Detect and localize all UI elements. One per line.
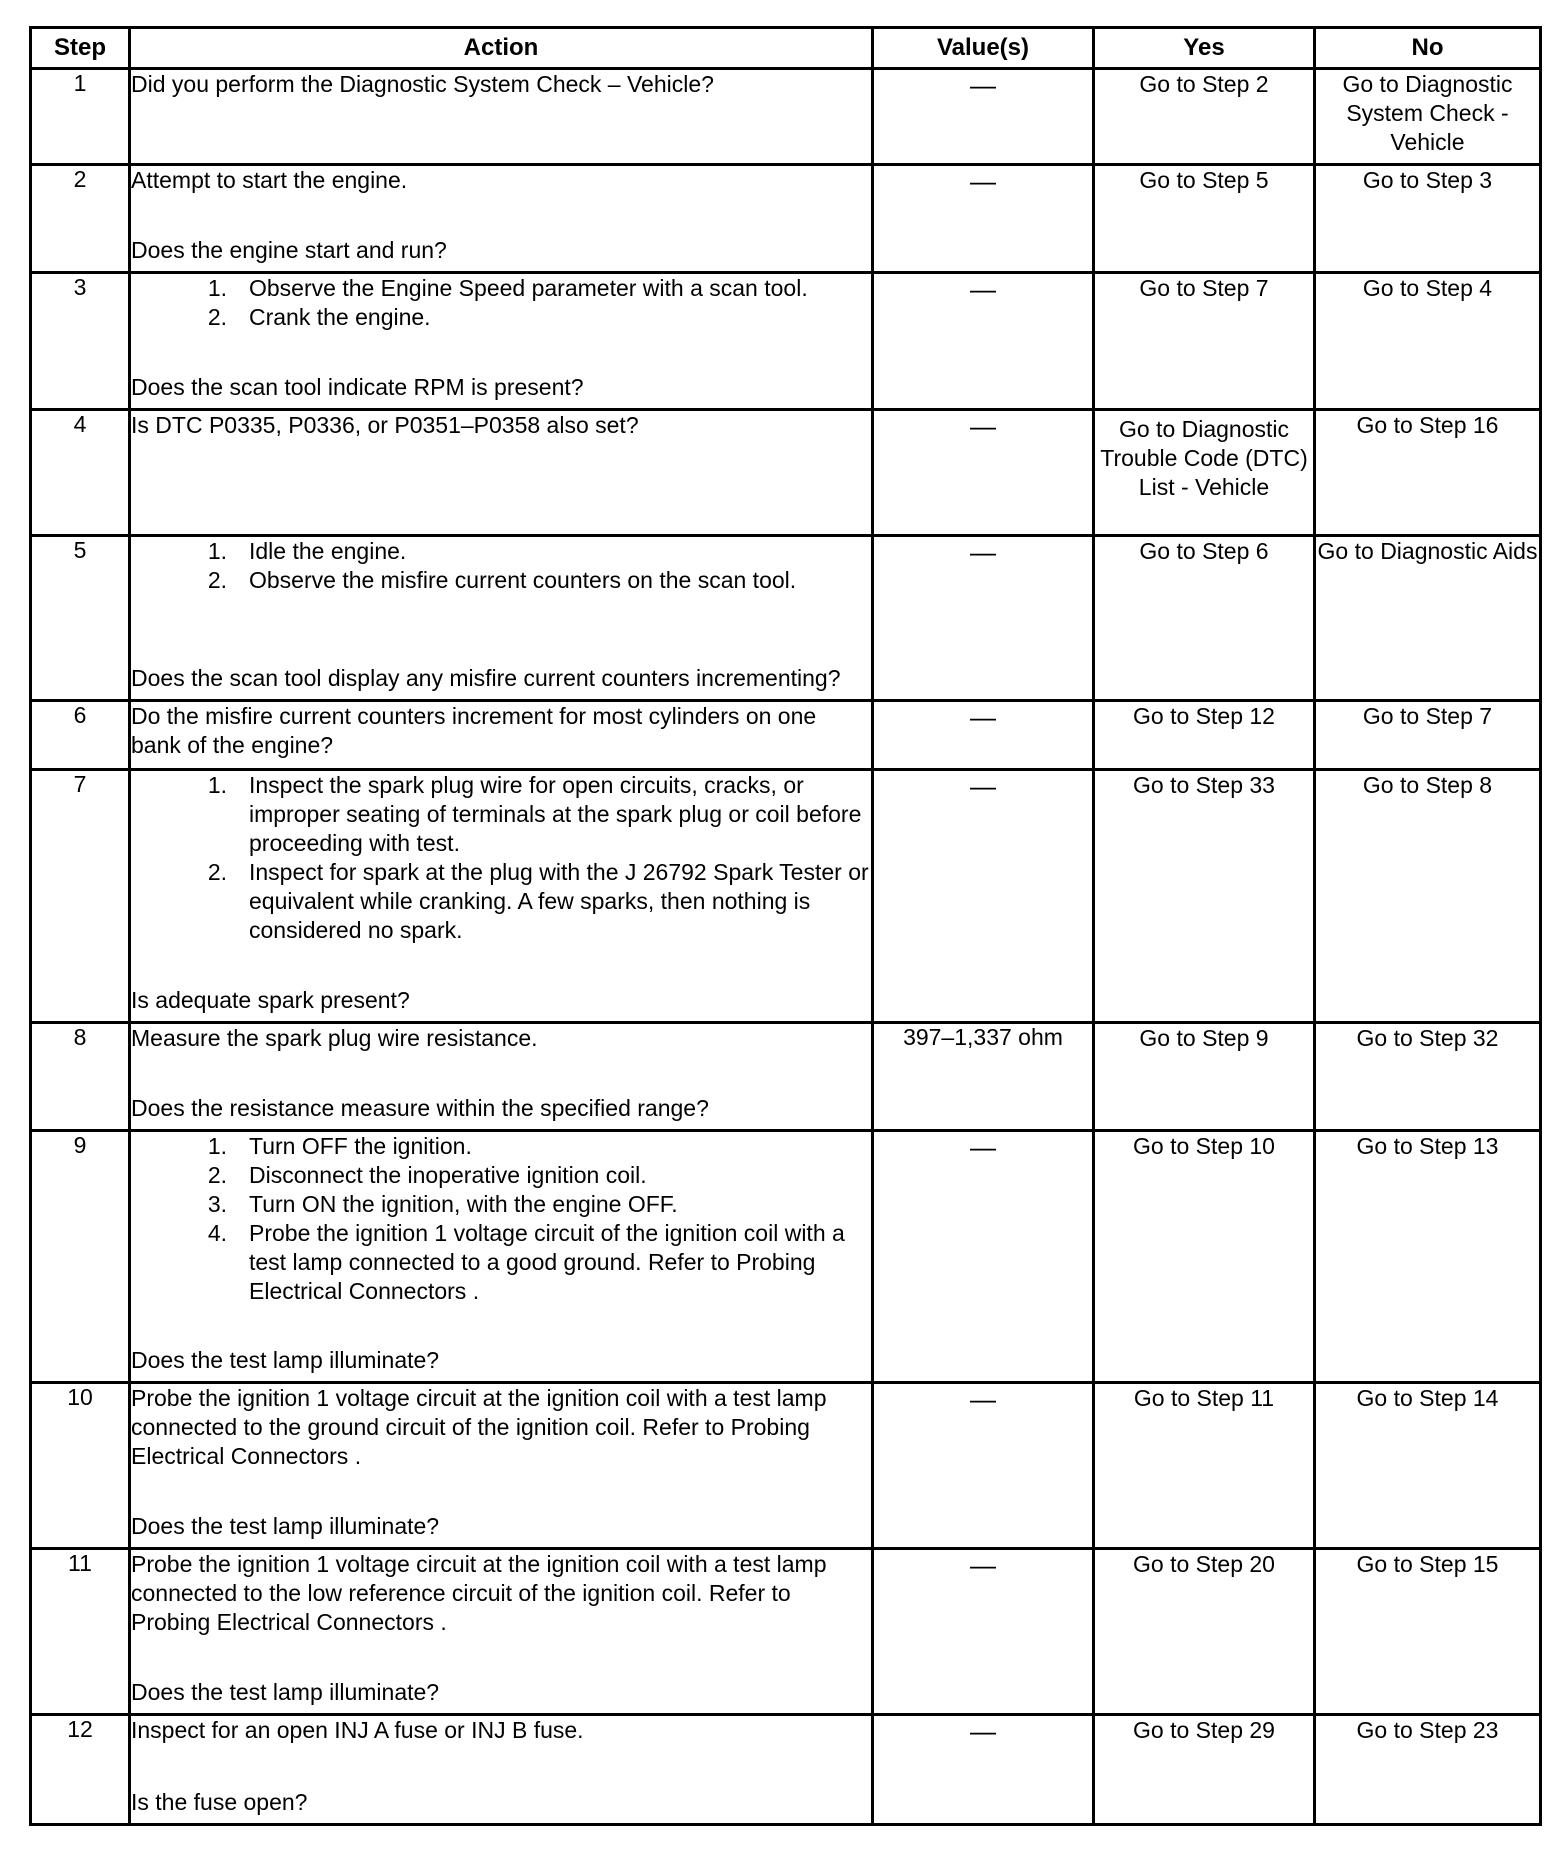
action-cell — [130, 273, 873, 410]
header-row — [31, 28, 1541, 69]
action-cell — [130, 1383, 873, 1549]
list-item — [131, 303, 871, 332]
yes-cell: Go to Step 2 — [1094, 69, 1315, 165]
no-cell: Go to Step 4 — [1315, 273, 1541, 410]
step-number: 7 — [31, 770, 130, 1023]
action-cell — [130, 701, 873, 770]
action-instructions — [131, 702, 871, 760]
list-item-number: 2. — [207, 567, 227, 593]
no-cell: Go to Step 14 — [1315, 1383, 1541, 1549]
yes-cell: Go to Step 7 — [1094, 273, 1315, 410]
action-cell — [130, 536, 873, 701]
action-steps-list — [131, 274, 871, 332]
step-number: 11 — [31, 1549, 130, 1715]
list-item-number: 4. — [207, 1220, 227, 1246]
list-item-number: 2. — [207, 1162, 227, 1188]
list-item — [131, 1190, 871, 1219]
list-item-number: 2. — [207, 859, 227, 885]
no-cell: Go to Step 7 — [1315, 701, 1541, 770]
action-instructions — [131, 70, 871, 99]
header-yes: Yes — [1094, 28, 1315, 69]
header-no: No — [1315, 28, 1541, 69]
action-intro: Do the misfire current counters increment for most cylinders on one bank of the engine? — [131, 703, 817, 758]
table-row — [31, 1549, 1541, 1715]
step-number: 12 — [31, 1715, 130, 1825]
yes-cell: Go to Step 12 — [1094, 701, 1315, 770]
list-item — [131, 537, 871, 566]
table-row — [31, 1383, 1541, 1549]
no-cell: Go to Step 13 — [1315, 1131, 1541, 1383]
step-number: 9 — [31, 1131, 130, 1383]
yes-cell: Go to Step 11 — [1094, 1383, 1315, 1549]
action-cell — [130, 1715, 873, 1825]
list-item-number: 1. — [207, 538, 227, 564]
action-cell — [130, 165, 873, 273]
step-number: 1 — [31, 69, 130, 165]
list-item-text: Inspect the spark plug wire for open circuits, cracks, or improper seating of terminals at the spark plug or coil before proceeding with test. — [249, 772, 862, 856]
step-number: 10 — [31, 1383, 130, 1549]
action-instructions — [131, 1550, 871, 1637]
table-row — [31, 273, 1541, 410]
step-number: 2 — [31, 165, 130, 273]
list-item-number: 2. — [207, 304, 227, 330]
action-cell — [130, 69, 873, 165]
list-item-text: Observe the Engine Speed parameter with a scan tool. — [249, 275, 808, 301]
value-cell: — — [873, 69, 1094, 165]
value-cell: — — [873, 165, 1094, 273]
action-instructions — [131, 166, 871, 195]
list-item-text: Turn OFF the ignition. — [249, 1133, 472, 1159]
action-intro: Is DTC P0335, P0336, or P0351–P0358 also set? — [131, 412, 639, 438]
list-item-text: Idle the engine. — [249, 538, 407, 564]
action-steps-list — [131, 537, 871, 595]
value-cell: — — [873, 701, 1094, 770]
no-cell: Go to Step 16 — [1315, 410, 1541, 536]
no-cell: Go to Step 15 — [1315, 1549, 1541, 1715]
action-question: Does the test lamp illuminate? — [131, 1347, 440, 1373]
yes-cell: Go to Diagnostic Trouble Code (DTC) List - Vehicle — [1094, 410, 1315, 536]
table-row — [31, 701, 1541, 770]
list-item-number: 1. — [207, 772, 227, 798]
action-intro: Measure the spark plug wire resistance. — [131, 1025, 538, 1051]
table-body — [31, 69, 1541, 1825]
list-item — [131, 1161, 871, 1190]
no-cell: Go to Step 3 — [1315, 165, 1541, 273]
action-question: Is the fuse open? — [131, 1789, 308, 1815]
action-instructions — [131, 1716, 871, 1745]
no-cell: Go to Diagnostic Aids — [1315, 536, 1541, 701]
value-cell: — — [873, 536, 1094, 701]
action-instructions — [131, 411, 871, 440]
step-number: 3 — [31, 273, 130, 410]
action-intro: Probe the ignition 1 voltage circuit at the ignition coil with a test lamp connected to the ground circuit of the ignition coil. Refer to Probing Electrical Connectors . — [131, 1385, 827, 1469]
list-item — [131, 274, 871, 303]
list-item-number: 1. — [207, 1133, 227, 1159]
step-number: 4 — [31, 410, 130, 536]
yes-cell: Go to Step 6 — [1094, 536, 1315, 701]
action-instructions — [131, 274, 871, 332]
list-item — [131, 1132, 871, 1161]
list-item-text: Observe the misfire current counters on the scan tool. — [249, 567, 797, 593]
action-question: Does the test lamp illuminate? — [131, 1679, 440, 1705]
action-cell — [130, 1131, 873, 1383]
no-cell: Go to Diagnostic System Check - Vehicle — [1315, 69, 1541, 165]
yes-cell: Go to Step 33 — [1094, 770, 1315, 1023]
value-cell: — — [873, 770, 1094, 1023]
value-cell: — — [873, 1131, 1094, 1383]
action-cell — [130, 770, 873, 1023]
action-cell — [130, 1023, 873, 1131]
table-row — [31, 165, 1541, 273]
action-steps-list — [131, 1132, 871, 1306]
action-intro: Probe the ignition 1 voltage circuit at the ignition coil with a test lamp connected to the low reference circuit of the ignition coil. Refer to Probing Electrical Connectors . — [131, 1551, 827, 1635]
table-row — [31, 410, 1541, 536]
list-item-number: 1. — [207, 275, 227, 301]
value-cell: — — [873, 273, 1094, 410]
yes-cell: Go to Step 29 — [1094, 1715, 1315, 1825]
value-cell: — — [873, 1715, 1094, 1825]
step-number: 8 — [31, 1023, 130, 1131]
yes-cell: Go to Step 20 — [1094, 1549, 1315, 1715]
list-item — [131, 1219, 871, 1306]
action-instructions — [131, 537, 871, 595]
table-row — [31, 1131, 1541, 1383]
no-cell: Go to Step 8 — [1315, 770, 1541, 1023]
list-item-text: Inspect for spark at the plug with the J 26792 Spark Tester or equivalent while cranking. A few sparks, then nothing is considered no spark. — [249, 859, 869, 943]
action-question: Does the resistance measure within the specified range? — [131, 1095, 709, 1121]
table-row — [31, 69, 1541, 165]
action-question: Is adequate spark present? — [131, 987, 410, 1013]
header-action: Action — [130, 28, 873, 69]
header-values: Value(s) — [873, 28, 1094, 69]
table-row — [31, 536, 1541, 701]
action-question: Does the engine start and run? — [131, 237, 447, 263]
list-item-text: Turn ON the ignition, with the engine OFF. — [249, 1191, 678, 1217]
action-instructions — [131, 1024, 871, 1053]
action-intro: Inspect for an open INJ A fuse or INJ B fuse. — [131, 1717, 584, 1743]
yes-cell: Go to Step 10 — [1094, 1131, 1315, 1383]
table-row — [31, 770, 1541, 1023]
list-item-text: Probe the ignition 1 voltage circuit of the ignition coil with a test lamp connected to a good ground. Refer to Probing Electrical Connectors . — [249, 1220, 845, 1304]
list-item-text: Crank the engine. — [249, 304, 431, 330]
list-item — [131, 858, 871, 945]
no-cell: Go to Step 23 — [1315, 1715, 1541, 1825]
diagnostic-table — [29, 26, 1542, 1826]
list-item-text: Disconnect the inoperative ignition coil. — [249, 1162, 647, 1188]
table-row — [31, 1023, 1541, 1131]
value-cell: — — [873, 1383, 1094, 1549]
yes-cell: Go to Step 9 — [1094, 1023, 1315, 1131]
value-cell: — — [873, 1549, 1094, 1715]
list-item-number: 3. — [207, 1191, 227, 1217]
list-item — [131, 771, 871, 858]
action-instructions — [131, 1384, 871, 1471]
step-number: 5 — [31, 536, 130, 701]
action-question: Does the scan tool indicate RPM is present? — [131, 374, 584, 400]
yes-cell: Go to Step 5 — [1094, 165, 1315, 273]
action-intro: Attempt to start the engine. — [131, 167, 408, 193]
action-cell — [130, 1549, 873, 1715]
no-cell: Go to Step 32 — [1315, 1023, 1541, 1131]
header-step: Step — [31, 28, 130, 69]
step-number: 6 — [31, 701, 130, 770]
value-cell: 397–1,337 ohm — [873, 1023, 1094, 1131]
action-intro: Did you perform the Diagnostic System Check – Vehicle? — [131, 71, 714, 97]
action-question: Does the test lamp illuminate? — [131, 1513, 440, 1539]
action-cell — [130, 410, 873, 536]
value-cell: — — [873, 410, 1094, 536]
action-instructions — [131, 771, 871, 945]
table-row — [31, 1715, 1541, 1825]
list-item — [131, 566, 871, 595]
action-question: Does the scan tool display any misfire current counters incrementing? — [131, 665, 841, 691]
action-instructions — [131, 1132, 871, 1306]
action-steps-list — [131, 771, 871, 945]
